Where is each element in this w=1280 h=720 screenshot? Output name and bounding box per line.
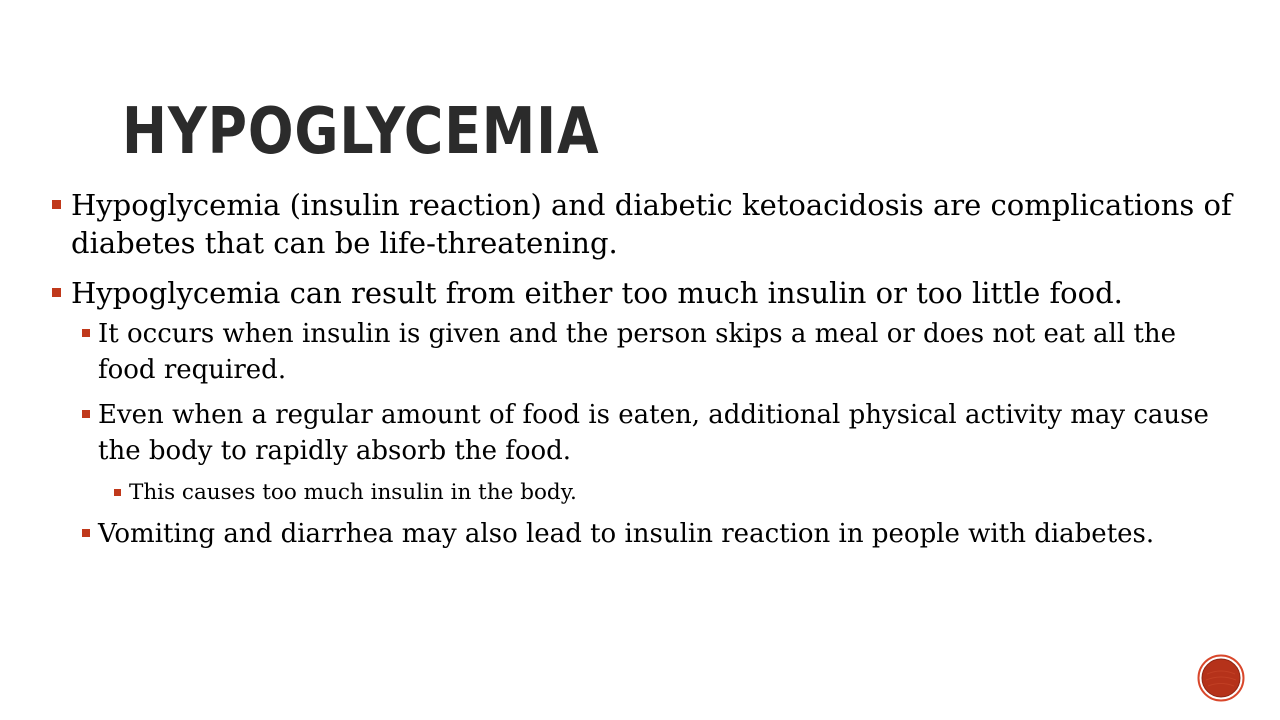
bullet-text: Hypoglycemia can result from either too much insulin or too little food. — [71, 276, 1123, 310]
bullet-text: It occurs when insulin is given and the person skips a meal or does not eat all the food required. — [98, 319, 1177, 385]
bullet-item-level-3 — [44, 478, 1234, 508]
bullet-list — [44, 186, 1234, 561]
red-circle-logo-icon — [1197, 654, 1245, 702]
bullet-text: Even when a regular amount of food is eaten, additional physical activity may cause the body to rapidly absorb the food. — [98, 400, 1209, 466]
bullet-text: Vomiting and diarrhea may also lead to insulin reaction in people with diabetes. — [98, 519, 1155, 549]
bullet-item-level-1 — [44, 186, 1234, 262]
title-area — [0, 96, 1280, 176]
square-bullet-icon — [82, 410, 90, 418]
bullet-item-level-1 — [44, 274, 1234, 312]
square-bullet-icon — [52, 200, 61, 209]
square-bullet-icon — [52, 288, 61, 297]
slide-title: HYPOGLYCEMIA — [122, 95, 600, 169]
bullet-item-level-2 — [44, 397, 1234, 469]
bullet-item-level-2 — [44, 316, 1234, 388]
bullet-text: This causes too much insulin in the body. — [129, 480, 577, 505]
square-bullet-icon — [82, 529, 90, 537]
bullet-text: Hypoglycemia (insulin reaction) and diabetic ketoacidosis are complications of diabetes that can be life-threatening. — [71, 188, 1232, 260]
square-bullet-icon — [82, 329, 90, 337]
square-bullet-icon — [114, 489, 121, 496]
bullet-item-level-2 — [44, 516, 1234, 552]
